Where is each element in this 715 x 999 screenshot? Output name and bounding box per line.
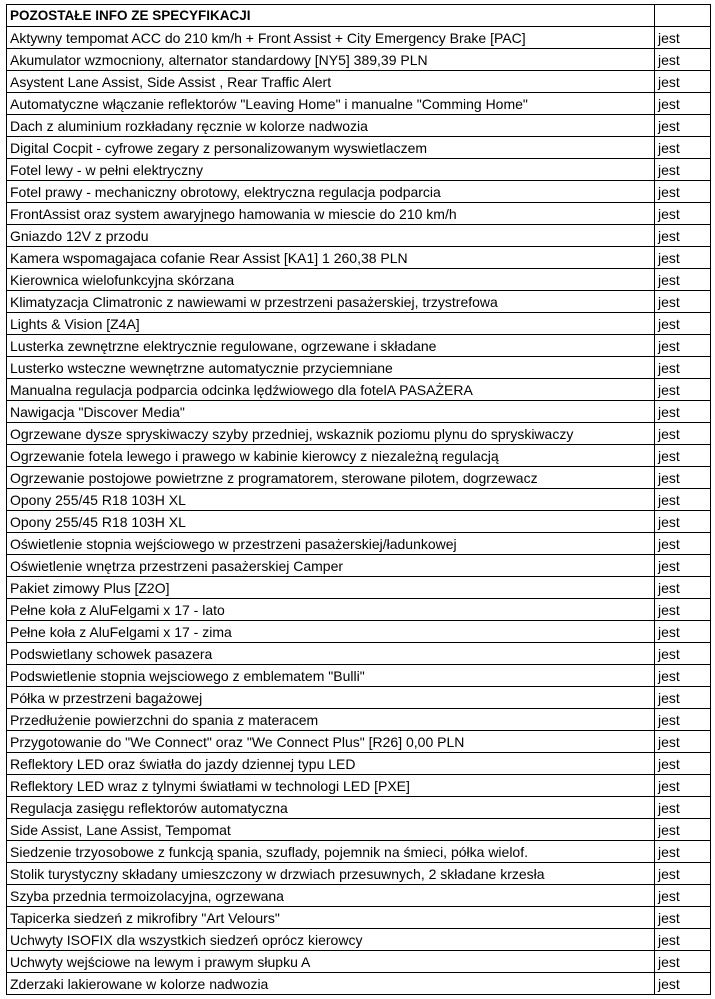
status-cell: jest bbox=[655, 401, 711, 423]
table-row bbox=[7, 269, 711, 291]
table-row bbox=[7, 379, 711, 401]
status-column-header bbox=[655, 5, 711, 27]
status-cell: jest bbox=[655, 885, 711, 907]
feature-cell: Podswietlany schowek pasazera bbox=[7, 643, 655, 665]
table-row bbox=[7, 555, 711, 577]
feature-cell: Side Assist, Lane Assist, Tempomat bbox=[7, 819, 655, 841]
feature-cell: FrontAssist oraz system awaryjnego hamowania w miescie do 210 km/h bbox=[7, 203, 655, 225]
table-row bbox=[7, 137, 711, 159]
status-cell: jest bbox=[655, 621, 711, 643]
status-cell: jest bbox=[655, 599, 711, 621]
feature-cell: Manualna regulacja podparcia odcinka lędźwiowego dla fotelA PASAŻERA bbox=[7, 379, 655, 401]
table-row bbox=[7, 401, 711, 423]
table-row bbox=[7, 27, 711, 49]
status-cell: jest bbox=[655, 489, 711, 511]
table-row bbox=[7, 511, 711, 533]
status-cell: jest bbox=[655, 687, 711, 709]
feature-cell: Przedłużenie powierzchni do spania z materacem bbox=[7, 709, 655, 731]
feature-cell: Regulacja zasięgu reflektorów automatyczna bbox=[7, 797, 655, 819]
status-cell: jest bbox=[655, 555, 711, 577]
feature-cell: Dach z aluminium rozkładany ręcznie w kolorze nadwozia bbox=[7, 115, 655, 137]
table-row bbox=[7, 71, 711, 93]
status-cell: jest bbox=[655, 797, 711, 819]
feature-cell: Przygotowanie do "We Connect" oraz "We Connect Plus" [R26] 0,00 PLN bbox=[7, 731, 655, 753]
status-cell: jest bbox=[655, 357, 711, 379]
status-cell: jest bbox=[655, 291, 711, 313]
feature-cell: Lusterko wsteczne wewnętrzne automatycznie przyciemniane bbox=[7, 357, 655, 379]
feature-cell: Siedzenie trzyosobowe z funkcją spania, szuflady, pojemnik na śmieci, półka wielof. bbox=[7, 841, 655, 863]
feature-cell: Ogrzewanie fotela lewego i prawego w kabinie kierowcy z niezależną regulacją bbox=[7, 445, 655, 467]
status-cell: jest bbox=[655, 753, 711, 775]
table-row bbox=[7, 247, 711, 269]
feature-cell: Opony 255/45 R18 103H XL bbox=[7, 489, 655, 511]
table-row bbox=[7, 599, 711, 621]
feature-cell: Podswietlenie stopnia wejsciowego z emblematem "Bulli" bbox=[7, 665, 655, 687]
status-cell: jest bbox=[655, 269, 711, 291]
table-row bbox=[7, 93, 711, 115]
status-cell: jest bbox=[655, 379, 711, 401]
feature-cell: Pełne koła z AluFelgami x 17 - zima bbox=[7, 621, 655, 643]
status-cell: jest bbox=[655, 731, 711, 753]
table-row bbox=[7, 533, 711, 555]
status-cell: jest bbox=[655, 511, 711, 533]
table-row bbox=[7, 753, 711, 775]
table-row bbox=[7, 225, 711, 247]
table-title: POZOSTAŁE INFO ZE SPECYFIKACJI bbox=[7, 5, 655, 27]
table-row bbox=[7, 929, 711, 951]
feature-cell: Nawigacja "Discover Media" bbox=[7, 401, 655, 423]
feature-cell: Opony 255/45 R18 103H XL bbox=[7, 511, 655, 533]
table-row bbox=[7, 203, 711, 225]
status-cell: jest bbox=[655, 49, 711, 71]
status-cell: jest bbox=[655, 313, 711, 335]
feature-cell: Oświetlenie wnętrza przestrzeni pasażerskiej Camper bbox=[7, 555, 655, 577]
feature-cell: Oświetlenie stopnia wejściowego w przestrzeni pasażerskiej/ładunkowej bbox=[7, 533, 655, 555]
status-cell: jest bbox=[655, 973, 711, 995]
feature-cell: Klimatyzacja Climatronic z nawiewami w przestrzeni pasażerskiej, trzystrefowa bbox=[7, 291, 655, 313]
status-cell: jest bbox=[655, 907, 711, 929]
table-row bbox=[7, 797, 711, 819]
table-row bbox=[7, 951, 711, 973]
feature-cell: Reflektory LED oraz światła do jazdy dziennej typu LED bbox=[7, 753, 655, 775]
feature-cell: Lights & Vision [Z4A] bbox=[7, 313, 655, 335]
feature-cell: Reflektory LED wraz z tylnymi światłami w technologi LED [PXE] bbox=[7, 775, 655, 797]
status-cell: jest bbox=[655, 863, 711, 885]
table-row bbox=[7, 181, 711, 203]
status-cell: jest bbox=[655, 533, 711, 555]
status-cell: jest bbox=[655, 841, 711, 863]
status-cell: jest bbox=[655, 577, 711, 599]
table-row bbox=[7, 335, 711, 357]
table-row bbox=[7, 489, 711, 511]
table-row bbox=[7, 907, 711, 929]
status-cell: jest bbox=[655, 665, 711, 687]
feature-cell: Ogrzewane dysze spryskiwaczy szyby przedniej, wskaznik poziomu plynu do spryskiwaczy bbox=[7, 423, 655, 445]
feature-cell: Fotel lewy - w pełni elektryczny bbox=[7, 159, 655, 181]
feature-cell: Kierownica wielofunkcyjna skórzana bbox=[7, 269, 655, 291]
feature-cell: Stolik turystyczny składany umieszczony w drzwiach przesuwnych, 2 składane krzesła bbox=[7, 863, 655, 885]
status-cell: jest bbox=[655, 445, 711, 467]
status-cell: jest bbox=[655, 423, 711, 445]
status-cell: jest bbox=[655, 181, 711, 203]
feature-cell: Zderzaki lakierowane w kolorze nadwozia bbox=[7, 973, 655, 995]
feature-cell: Tapicerka siedzeń z mikrofibry "Art Velours" bbox=[7, 907, 655, 929]
table-row bbox=[7, 49, 711, 71]
table-row bbox=[7, 291, 711, 313]
feature-cell: Pakiet zimowy Plus [Z2O] bbox=[7, 577, 655, 599]
table-row bbox=[7, 467, 711, 489]
status-cell: jest bbox=[655, 159, 711, 181]
table-row bbox=[7, 731, 711, 753]
table-row bbox=[7, 643, 711, 665]
feature-cell: Asystent Lane Assist, Side Assist , Rear Traffic Alert bbox=[7, 71, 655, 93]
status-cell: jest bbox=[655, 819, 711, 841]
table-row bbox=[7, 445, 711, 467]
table-header-row bbox=[7, 5, 711, 27]
status-cell: jest bbox=[655, 247, 711, 269]
table-row bbox=[7, 313, 711, 335]
table-row bbox=[7, 357, 711, 379]
feature-cell: Aktywny tempomat ACC do 210 km/h + Front Assist + City Emergency Brake [PAC] bbox=[7, 27, 655, 49]
status-cell: jest bbox=[655, 27, 711, 49]
table-row bbox=[7, 159, 711, 181]
status-cell: jest bbox=[655, 929, 711, 951]
table-row bbox=[7, 863, 711, 885]
feature-cell: Fotel prawy - mechaniczny obrotowy, elektryczna regulacja podparcia bbox=[7, 181, 655, 203]
specification-table bbox=[6, 4, 711, 995]
feature-cell: Lusterka zewnętrzne elektrycznie regulowane, ogrzewane i składane bbox=[7, 335, 655, 357]
status-cell: jest bbox=[655, 709, 711, 731]
feature-cell: Uchwyty ISOFIX dla wszystkich siedzeń oprócz kierowcy bbox=[7, 929, 655, 951]
table-row bbox=[7, 577, 711, 599]
status-cell: jest bbox=[655, 335, 711, 357]
table-row bbox=[7, 841, 711, 863]
feature-cell: Akumulator wzmocniony, alternator standardowy [NY5] 389,39 PLN bbox=[7, 49, 655, 71]
table-row bbox=[7, 819, 711, 841]
status-cell: jest bbox=[655, 225, 711, 247]
feature-cell: Digital Cocpit - cyfrowe zegary z personalizowanym wyswietlaczem bbox=[7, 137, 655, 159]
table-body bbox=[7, 27, 711, 995]
table-row bbox=[7, 973, 711, 995]
table-row bbox=[7, 885, 711, 907]
status-cell: jest bbox=[655, 137, 711, 159]
feature-cell: Ogrzewanie postojowe powietrzne z programatorem, sterowane pilotem, dogrzewacz bbox=[7, 467, 655, 489]
feature-cell: Uchwyty wejściowe na lewym i prawym słupku A bbox=[7, 951, 655, 973]
feature-cell: Półka w przestrzeni bagażowej bbox=[7, 687, 655, 709]
table-row bbox=[7, 687, 711, 709]
feature-cell: Automatyczne włączanie reflektorów "Leaving Home" i manualne "Comming Home" bbox=[7, 93, 655, 115]
status-cell: jest bbox=[655, 115, 711, 137]
table-row bbox=[7, 775, 711, 797]
status-cell: jest bbox=[655, 93, 711, 115]
status-cell: jest bbox=[655, 951, 711, 973]
table-row bbox=[7, 423, 711, 445]
feature-cell: Kamera wspomagajaca cofanie Rear Assist [KA1] 1 260,38 PLN bbox=[7, 247, 655, 269]
table-row bbox=[7, 621, 711, 643]
table-row bbox=[7, 115, 711, 137]
spec-sheet bbox=[6, 4, 710, 995]
table-row bbox=[7, 665, 711, 687]
status-cell: jest bbox=[655, 643, 711, 665]
table-row bbox=[7, 709, 711, 731]
feature-cell: Szyba przednia termoizolacyjna, ogrzewana bbox=[7, 885, 655, 907]
status-cell: jest bbox=[655, 467, 711, 489]
feature-cell: Gniazdo 12V z przodu bbox=[7, 225, 655, 247]
status-cell: jest bbox=[655, 775, 711, 797]
status-cell: jest bbox=[655, 203, 711, 225]
status-cell: jest bbox=[655, 71, 711, 93]
feature-cell: Pełne koła z AluFelgami x 17 - lato bbox=[7, 599, 655, 621]
